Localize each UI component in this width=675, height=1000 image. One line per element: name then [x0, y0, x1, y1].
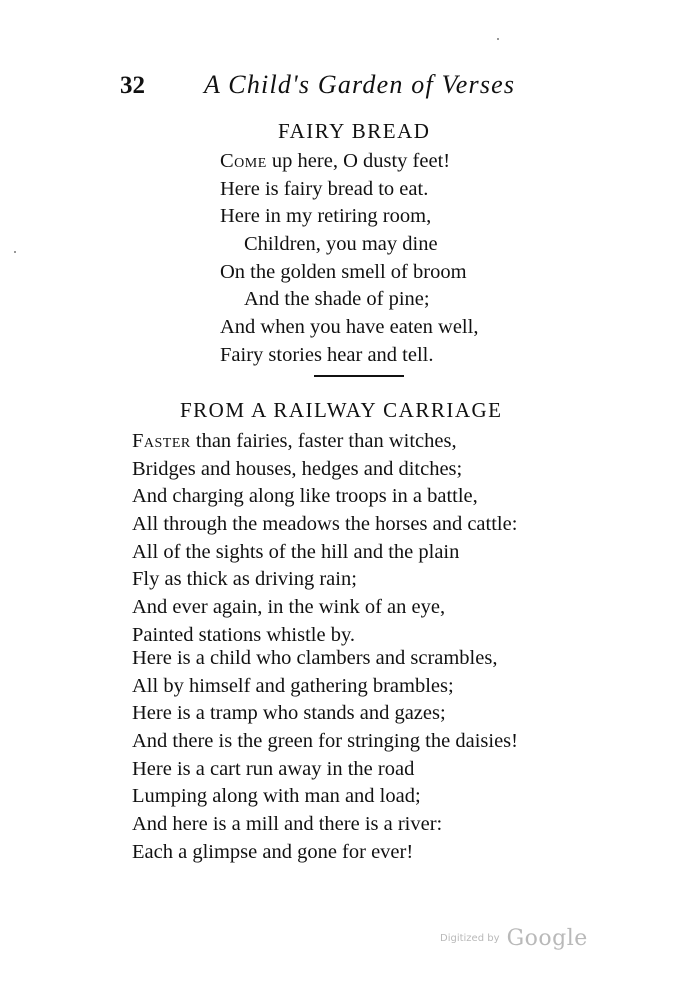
page-number: 32	[120, 72, 145, 99]
verse-line: Fairy stories hear and tell.	[220, 343, 434, 366]
verse-line: And here is a mill and there is a river:	[132, 813, 443, 836]
running-head	[120, 70, 520, 106]
verse-line-rest: than fairies, faster than witches,	[190, 430, 457, 452]
verse-line-rest: up here, O dusty feet!	[266, 150, 451, 172]
verse-line: Here is a cart run away in the road	[132, 757, 415, 780]
verse-line: Lumping along with man and load;	[132, 785, 421, 808]
verse-line: All through the meadows the horses and cattle:	[132, 513, 518, 536]
verse-line: Painted stations whistle by.	[132, 623, 356, 646]
google-logo: Google	[506, 926, 588, 951]
verse-line: Here is a child who clambers and scrambles,	[132, 647, 498, 669]
verse-line: And ever again, in the wink of an eye,	[132, 596, 446, 619]
book-title: A Child's Garden of Verses	[204, 70, 516, 99]
verse-line: And there is the green for stringing the daisies!	[132, 730, 518, 753]
verse-line: And charging along like troops in a battle,	[132, 485, 478, 508]
poem-title-fairy-bread: FAIRY BREAD	[278, 119, 431, 143]
poem-title-from-a-railway-carriage: FROM A RAILWAY CARRIAGE	[180, 398, 503, 422]
verse-line: Here is fairy bread to eat.	[220, 177, 429, 200]
stanza	[220, 148, 640, 370]
verse-line: On the golden smell of broom	[220, 260, 467, 283]
digitized-by-watermark	[440, 926, 588, 951]
verse-line	[220, 148, 640, 176]
verse-line: All by himself and gathering brambles;	[132, 674, 454, 697]
verse-line: Here in my retiring room,	[220, 205, 432, 228]
verse-line	[132, 428, 652, 456]
verse-line: And when you have eaten well,	[220, 316, 479, 339]
stanza	[132, 428, 652, 650]
section-divider	[314, 375, 404, 377]
verse-line: And the shade of pine;	[244, 288, 430, 311]
verse-line: Children, you may dine	[244, 233, 438, 256]
verse-line: Here is a tramp who stands and gazes;	[132, 702, 446, 725]
verse-line: Bridges and houses, hedges and ditches;	[132, 457, 463, 480]
scan-speck	[14, 251, 16, 253]
stanza	[132, 645, 652, 867]
verse-line: Each a glimpse and gone for ever!	[132, 840, 414, 863]
small-caps-opening: Faster	[132, 430, 191, 452]
scan-speck	[497, 38, 499, 40]
small-caps-opening: Come	[220, 150, 267, 172]
watermark-prefix: Digitized by	[440, 933, 500, 944]
verse-line: All of the sights of the hill and the plain	[132, 540, 460, 563]
verse-line: Fly as thick as driving rain;	[132, 568, 357, 591]
